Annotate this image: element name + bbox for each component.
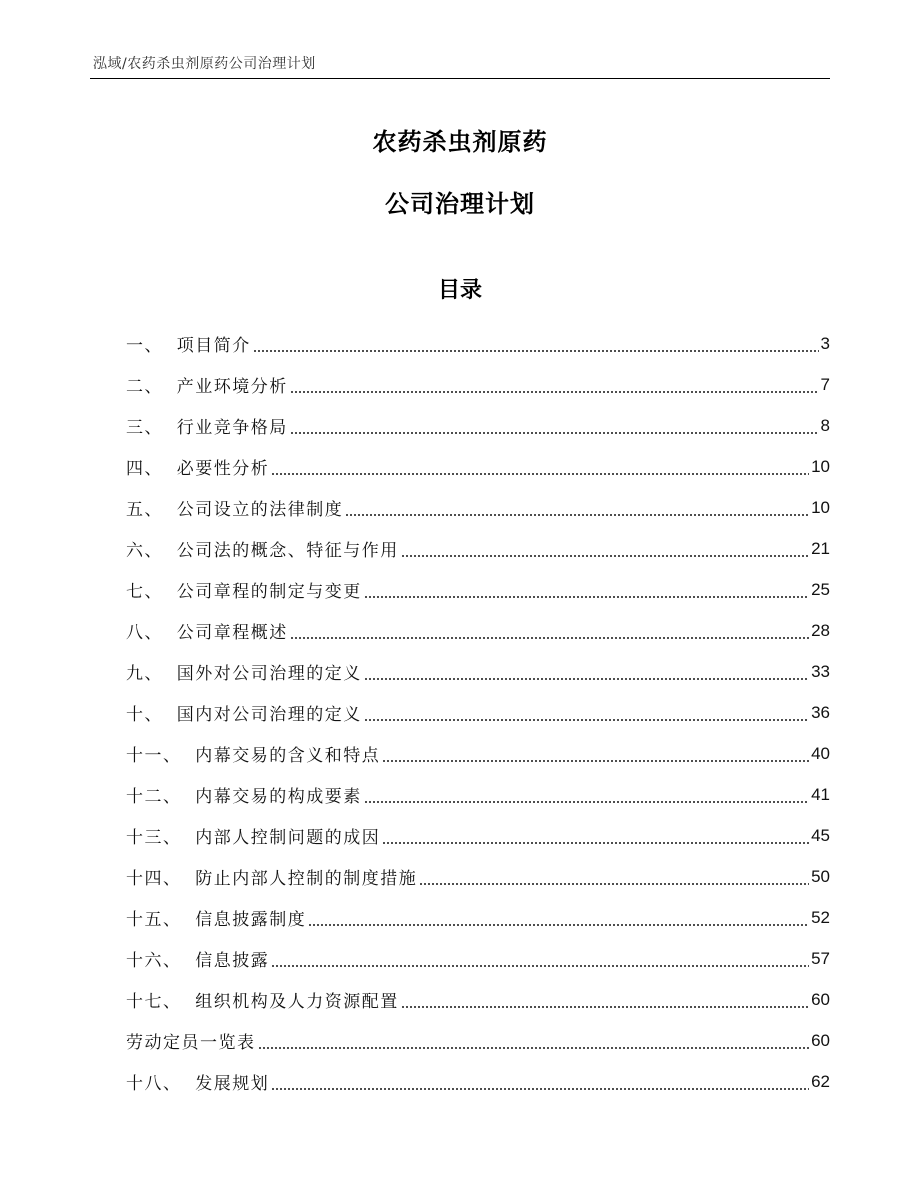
- header-divider: [90, 78, 830, 79]
- toc-entry-page-number: 41: [811, 784, 830, 804]
- toc-entry-label: 十六、 信息披露: [126, 951, 270, 971]
- toc-entry-label: 劳动定员一览表: [126, 1033, 256, 1053]
- toc-dot-leader: [382, 842, 809, 844]
- toc-entry-page-number: 50: [811, 866, 830, 886]
- toc-entry-page-number: 60: [811, 1030, 830, 1050]
- toc-entry-label: 十七、 组织机构及人力资源配置: [126, 992, 399, 1012]
- toc-dot-leader: [258, 1047, 810, 1049]
- toc-entry[interactable]: [126, 528, 830, 569]
- toc-entry-label: 三、 行业竞争格局: [126, 418, 288, 438]
- toc-dot-leader: [364, 801, 809, 803]
- toc-entry[interactable]: [126, 979, 830, 1020]
- toc-entry[interactable]: [126, 1061, 830, 1102]
- toc-entry-label: 十、 国内对公司治理的定义: [126, 705, 362, 725]
- toc-entry-page-number: 8: [820, 415, 830, 435]
- toc-entry-label: 四、 必要性分析: [126, 459, 270, 479]
- toc-entry-page-number: 52: [811, 907, 830, 927]
- toc-dot-leader: [290, 432, 819, 434]
- toc-entry[interactable]: [126, 733, 830, 774]
- toc-dot-leader: [253, 350, 819, 352]
- toc-entry-page-number: 57: [811, 948, 830, 968]
- toc-dot-leader: [401, 555, 809, 557]
- document-title-line-1: 农药杀虫剂原药: [372, 128, 548, 156]
- toc-dot-leader: [290, 637, 809, 639]
- toc-entry-page-number: 7: [820, 374, 830, 394]
- toc-entry[interactable]: [126, 856, 830, 897]
- toc-entry-page-number: 28: [811, 620, 830, 640]
- toc-entry[interactable]: [126, 405, 830, 446]
- toc-entry[interactable]: [126, 487, 830, 528]
- toc-dot-leader: [271, 473, 809, 475]
- toc-dot-leader: [364, 678, 809, 680]
- toc-entry[interactable]: [126, 815, 830, 856]
- toc-entry-label: 九、 国外对公司治理的定义: [126, 664, 362, 684]
- toc-entry[interactable]: [126, 610, 830, 651]
- toc-dot-leader: [271, 965, 809, 967]
- toc-dot-leader: [290, 391, 819, 393]
- toc-entry-label: 十四、 防止内部人控制的制度措施: [126, 869, 418, 889]
- toc-dot-leader: [271, 1088, 809, 1090]
- toc-entry[interactable]: [126, 569, 830, 610]
- toc-entry-page-number: 60: [811, 989, 830, 1009]
- toc-entry-label: 一、 项目简介: [126, 336, 251, 356]
- toc-entry-page-number: 25: [811, 579, 830, 599]
- table-of-contents: [126, 323, 830, 1102]
- toc-entry[interactable]: [126, 938, 830, 979]
- toc-entry-page-number: 36: [811, 702, 830, 722]
- toc-entry-page-number: 3: [820, 333, 830, 353]
- toc-entry[interactable]: [126, 323, 830, 364]
- toc-entry[interactable]: [126, 651, 830, 692]
- toc-entry[interactable]: [126, 446, 830, 487]
- toc-entry-label: 八、 公司章程概述: [126, 623, 288, 643]
- toc-entry-label: 十八、 发展规划: [126, 1074, 270, 1094]
- toc-entry-label: 十三、 内部人控制问题的成因: [126, 828, 381, 848]
- toc-dot-leader: [345, 514, 809, 516]
- toc-entry-page-number: 45: [811, 825, 830, 845]
- toc-heading: 目录: [437, 278, 482, 303]
- toc-dot-leader: [401, 1006, 809, 1008]
- toc-dot-leader: [364, 719, 809, 721]
- toc-dot-leader: [419, 883, 809, 885]
- toc-dot-leader: [382, 760, 809, 762]
- toc-entry-label: 十一、 内幕交易的含义和特点: [126, 746, 381, 766]
- toc-entry-label: 十五、 信息披露制度: [126, 910, 307, 930]
- toc-dot-leader: [308, 924, 809, 926]
- toc-entry[interactable]: [126, 692, 830, 733]
- toc-entry[interactable]: [126, 1020, 830, 1061]
- toc-entry-label: 二、 产业环境分析: [126, 377, 288, 397]
- document-title-line-2: 公司治理计划: [385, 190, 535, 218]
- toc-entry-label: 七、 公司章程的制定与变更: [126, 582, 362, 602]
- toc-entry-label: 十二、 内幕交易的构成要素: [126, 787, 362, 807]
- toc-entry-label: 六、 公司法的概念、特征与作用: [126, 541, 399, 561]
- toc-entry[interactable]: [126, 774, 830, 815]
- toc-entry[interactable]: [126, 897, 830, 938]
- toc-entry-label: 五、 公司设立的法律制度: [126, 500, 344, 520]
- toc-entry-page-number: 40: [811, 743, 830, 763]
- toc-entry-page-number: 62: [811, 1071, 830, 1091]
- toc-entry-page-number: 21: [811, 538, 830, 558]
- toc-entry-page-number: 10: [811, 456, 830, 476]
- toc-dot-leader: [364, 596, 809, 598]
- toc-entry[interactable]: [126, 364, 830, 405]
- running-header: 泓域/农药杀虫剂原药公司治理计划: [93, 56, 316, 72]
- toc-entry-page-number: 33: [811, 661, 830, 681]
- toc-entry-page-number: 10: [811, 497, 830, 517]
